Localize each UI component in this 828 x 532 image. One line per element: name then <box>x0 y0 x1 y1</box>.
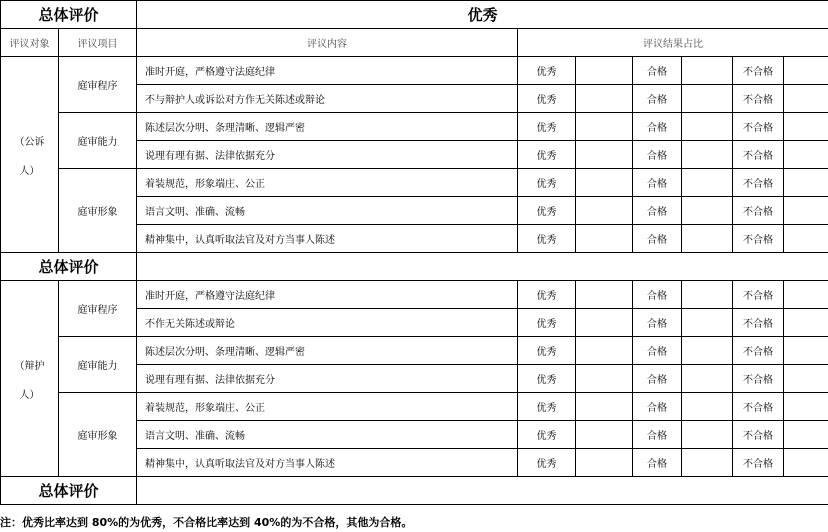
result-option-label: 合格 <box>633 365 682 393</box>
result-option-label: 优秀 <box>518 197 576 225</box>
result-option-label: 不合格 <box>733 365 784 393</box>
result-option-label: 不合格 <box>733 113 784 141</box>
result-option-label: 不合格 <box>733 309 784 337</box>
evaluation-content: 说理有理有据、法律依据充分 <box>137 365 518 393</box>
result-option-box[interactable] <box>682 225 733 253</box>
evaluation-content: 不与辩护人或诉讼对方作无关陈述或辩论 <box>137 85 518 113</box>
result-option-label: 合格 <box>633 337 682 365</box>
result-option-box[interactable] <box>784 57 828 85</box>
result-option-label: 优秀 <box>518 449 576 477</box>
result-option-label: 合格 <box>633 449 682 477</box>
result-option-label: 优秀 <box>518 85 576 113</box>
result-option-label: 优秀 <box>518 169 576 197</box>
result-option-box[interactable] <box>576 225 633 253</box>
result-option-label: 合格 <box>633 393 682 421</box>
result-option-box[interactable] <box>784 365 828 393</box>
result-option-box[interactable] <box>576 169 633 197</box>
evaluation-content: 精神集中，认真听取法官及对方当事人陈述 <box>137 449 518 477</box>
result-option-box[interactable] <box>784 449 828 477</box>
result-option-label: 优秀 <box>518 393 576 421</box>
result-option-box[interactable] <box>576 113 633 141</box>
result-option-box[interactable] <box>682 141 733 169</box>
result-option-box[interactable] <box>682 85 733 113</box>
result-option-box[interactable] <box>576 393 633 421</box>
evaluation-content: 着装规范，形象端庄、公正 <box>137 393 518 421</box>
result-option-box[interactable] <box>784 141 828 169</box>
result-option-label: 不合格 <box>733 337 784 365</box>
result-option-box[interactable] <box>784 197 828 225</box>
object-label-line1: （公诉 <box>14 136 45 148</box>
result-option-box[interactable] <box>784 85 828 113</box>
result-option-label: 不合格 <box>733 225 784 253</box>
table-row <box>1 57 828 85</box>
result-option-box[interactable] <box>682 337 733 365</box>
result-option-label: 合格 <box>633 169 682 197</box>
result-option-box[interactable] <box>576 309 633 337</box>
column-header-object: 评议对象 <box>1 29 59 57</box>
result-option-box[interactable] <box>784 309 828 337</box>
object-label-line1: （辩护 <box>14 360 45 372</box>
defender-object-cell <box>1 281 59 477</box>
evaluation-content: 准时开庭，严格遵守法庭纪律 <box>137 281 518 309</box>
table-row <box>1 281 828 309</box>
result-option-box[interactable] <box>682 281 733 309</box>
evaluation-content: 陈述层次分明、条理清晰、逻辑严密 <box>137 113 518 141</box>
result-option-label: 不合格 <box>733 57 784 85</box>
overall-evaluation-value: 优秀 <box>137 1 828 29</box>
result-option-box[interactable] <box>576 57 633 85</box>
result-option-label: 合格 <box>633 85 682 113</box>
result-option-box[interactable] <box>784 281 828 309</box>
result-option-label: 合格 <box>633 281 682 309</box>
column-header-content: 评议内容 <box>137 29 518 57</box>
result-option-box[interactable] <box>784 421 828 449</box>
result-option-label: 合格 <box>633 225 682 253</box>
result-option-box[interactable] <box>682 169 733 197</box>
object-label-line2: 人） <box>19 165 40 177</box>
result-option-label: 不合格 <box>733 197 784 225</box>
evaluation-content: 着装规范，形象端庄、公正 <box>137 169 518 197</box>
table-row <box>1 169 828 197</box>
result-option-box[interactable] <box>682 393 733 421</box>
result-option-box[interactable] <box>576 141 633 169</box>
result-option-label: 不合格 <box>733 141 784 169</box>
result-option-label: 合格 <box>633 113 682 141</box>
evaluation-item: 庭审形象 <box>59 393 137 477</box>
result-option-box[interactable] <box>682 197 733 225</box>
result-option-label: 合格 <box>633 309 682 337</box>
result-option-box[interactable] <box>576 421 633 449</box>
result-option-box[interactable] <box>576 337 633 365</box>
table-row <box>1 393 828 421</box>
result-option-box[interactable] <box>576 281 633 309</box>
result-option-label: 不合格 <box>733 421 784 449</box>
result-option-box[interactable] <box>784 393 828 421</box>
result-option-box[interactable] <box>682 421 733 449</box>
prosecutor-object-cell <box>1 57 59 253</box>
result-option-label: 不合格 <box>733 85 784 113</box>
footnote: 注：优秀比率达到 80%的为优秀，不合格比率达到 40%的为不合格，其他为合格。 <box>0 516 413 529</box>
evaluation-item: 庭审程序 <box>59 281 137 337</box>
column-header-result: 评议结果占比 <box>518 29 828 57</box>
result-option-box[interactable] <box>682 309 733 337</box>
evaluation-item: 庭审能力 <box>59 337 137 393</box>
result-option-box[interactable] <box>576 365 633 393</box>
result-option-box[interactable] <box>576 197 633 225</box>
result-option-label: 优秀 <box>518 309 576 337</box>
result-option-label: 不合格 <box>733 449 784 477</box>
result-option-box[interactable] <box>784 225 828 253</box>
evaluation-content: 语言文明、准确、流畅 <box>137 421 518 449</box>
result-option-box[interactable] <box>784 169 828 197</box>
evaluation-content: 准时开庭，严格遵守法庭纪律 <box>137 57 518 85</box>
result-option-label: 优秀 <box>518 365 576 393</box>
result-option-label: 不合格 <box>733 169 784 197</box>
result-option-label: 优秀 <box>518 113 576 141</box>
result-option-label: 优秀 <box>518 57 576 85</box>
result-option-box[interactable] <box>784 113 828 141</box>
evaluation-content: 不作无关陈述或辩论 <box>137 309 518 337</box>
evaluation-item: 庭审形象 <box>59 169 137 253</box>
result-option-box[interactable] <box>682 113 733 141</box>
prosecutor-overall-label: 总体评价 <box>1 253 137 281</box>
evaluation-content: 语言文明、准确、流畅 <box>137 197 518 225</box>
prosecutor-overall-value[interactable] <box>137 253 828 281</box>
result-option-label: 不合格 <box>733 393 784 421</box>
result-option-label: 合格 <box>633 197 682 225</box>
result-option-box[interactable] <box>576 85 633 113</box>
result-option-box[interactable] <box>682 449 733 477</box>
result-option-label: 优秀 <box>518 281 576 309</box>
evaluation-content: 说理有理有据、法律依据充分 <box>137 141 518 169</box>
evaluation-content: 精神集中，认真听取法官及对方当事人陈述 <box>137 225 518 253</box>
column-header-item: 评议项目 <box>59 29 137 57</box>
overall-evaluation-label: 总体评价 <box>1 1 137 29</box>
evaluation-item: 庭审能力 <box>59 113 137 169</box>
result-option-label: 不合格 <box>733 281 784 309</box>
result-option-label: 合格 <box>633 141 682 169</box>
result-option-label: 优秀 <box>518 225 576 253</box>
evaluation-item: 庭审程序 <box>59 57 137 113</box>
result-option-label: 优秀 <box>518 421 576 449</box>
object-label-line2: 人） <box>19 389 40 401</box>
defender-overall-label: 总体评价 <box>1 477 137 505</box>
result-option-label: 优秀 <box>518 141 576 169</box>
result-option-box[interactable] <box>576 449 633 477</box>
result-option-box[interactable] <box>682 57 733 85</box>
result-option-label: 优秀 <box>518 337 576 365</box>
table-row <box>1 337 828 365</box>
result-option-box[interactable] <box>784 337 828 365</box>
evaluation-content: 陈述层次分明、条理清晰、逻辑严密 <box>137 337 518 365</box>
result-option-box[interactable] <box>682 365 733 393</box>
result-option-label: 合格 <box>633 421 682 449</box>
result-option-label: 合格 <box>633 57 682 85</box>
table-row <box>1 113 828 141</box>
defender-overall-value[interactable] <box>137 477 828 505</box>
